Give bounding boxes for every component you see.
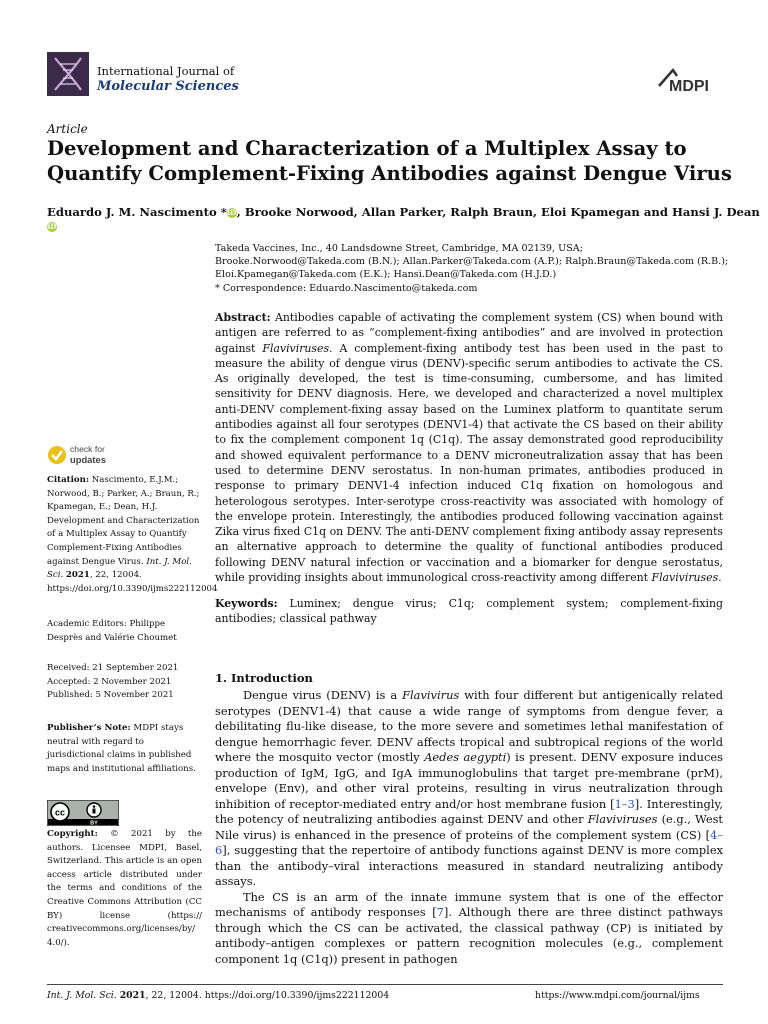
author-others: , Brooke Norwood, Allan Parker, Ralph Braun, Eloi Kpamegan and Hansi J. Dean bbox=[236, 205, 760, 219]
intro-italic: Flavivirus bbox=[402, 688, 460, 702]
check-updates-line1: check for bbox=[70, 444, 105, 454]
intro-text: ]. Although there are three distinct pathways through which the CS can be activated, the classical pathway (CP) is initiated by antibody–antigen complexes or pattern recognition molecules (e.g., complement component 1q (C1q)) present in pathogen bbox=[215, 905, 723, 966]
article-type: Article bbox=[47, 122, 88, 136]
journal-name bbox=[97, 64, 239, 94]
citation-text: Nascimento, E.J.M.; Norwood, B.; Parker, A.; Braun, R.; Kpamegan, E.; Dean, H.J. Development and Characterization of a Multiplex Assay to Quantify Complement-Fixing Antibodies against Dengue Virus. bbox=[47, 475, 200, 567]
abstract-text: . A complement-fixing antibody test has been used in the past to measure the ability of dengue virus (DENV)-specific serum antibodies to activate the CS. As originally developed, the test is time-consuming, cumbersome, and has limited sensitivity for DENV diagnosis. Here, we developed and characterized a novel multiplex anti-DENV complement-fixing assay based on the Luminex platform to quantitate serum antibodies against all four serotypes (DENV1-4) that activate the CS based on their ability to fix the complement component 1q (C1q). The assay demonstrated good reproducibility and showed equivalent performance to a DENV microneutralization assay that has been used to determine DENV serostatus. In non-human primates, antibodies produced in response to primary DENV1-4 infection induced C1q fixation on homologous and heterologous serotypes. Inter-serotype cross-reactivity was associated with homology of the envelope protein. Interestingly, the antibodies produced following vaccination against Zika virus fixed C1q on DENV. The anti-DENV complement fixing antibody assay represents an alternative approach to determine the quality of functional antibodies produced following DENV natural infection or vaccination and a biomarker for dengue serostatus, while providing insights about immunological cross-reactivity among different bbox=[215, 341, 724, 585]
intro-paragraph-2 bbox=[215, 890, 723, 968]
orcid-icon[interactable]: iD bbox=[227, 208, 237, 217]
citation-year: 2021 bbox=[65, 570, 90, 581]
introduction-body bbox=[215, 688, 723, 967]
keywords bbox=[215, 596, 723, 627]
publisher-note bbox=[47, 722, 202, 776]
section-heading-introduction: 1. Introduction bbox=[215, 671, 313, 685]
intro-text: Dengue virus (DENV) is a bbox=[243, 688, 403, 702]
mdpi-logo-icon[interactable] bbox=[655, 66, 723, 96]
abstract-label: Abstract: bbox=[215, 311, 271, 324]
abstract bbox=[215, 310, 723, 585]
copyright-text: © 2021 by the authors. Licensee MDPI, Basel, Switzerland. This article is an open access article distributed under the terms and conditions of the Creative Commons Attribution (CC BY) license (https:// creativecommons.org/licenses/by/ 4.0/). bbox=[47, 829, 202, 948]
keywords-text: Luminex; dengue virus; C1q; complement system; complement-fixing antibodies; classical pathway bbox=[215, 597, 723, 626]
intro-text: with four different but antigenically related serotypes (DENV1-4) that cause a wide range of symptoms from dengue fever, a debilitating flu-like disease, to the more severe and sometimes lethal manifestation of dengue hemorrhagic fever. DENV affects tropical and subtropical regions of the world where the mosquito vector (mostly bbox=[215, 688, 723, 764]
correspondence-text: * Correspondence: Eduardo.Nascimento@takeda.com bbox=[215, 282, 478, 294]
intro-italic: Aedes aegypti bbox=[424, 750, 507, 764]
dates-block bbox=[47, 662, 202, 703]
svg-text:cc: cc bbox=[54, 807, 66, 818]
footer-journal-url[interactable]: https://www.mdpi.com/journal/ijms bbox=[535, 990, 700, 1001]
journal-name-line2: Molecular Sciences bbox=[97, 79, 239, 94]
intro-paragraph-1 bbox=[215, 688, 723, 890]
footer-divider bbox=[47, 984, 723, 985]
check-updates-badge[interactable] bbox=[47, 444, 167, 466]
footer-year: 2021 bbox=[119, 990, 146, 1001]
orcid-icon[interactable]: iD bbox=[47, 222, 57, 231]
abstract-text: . bbox=[718, 571, 722, 585]
mdpi-logo-text: MDPI bbox=[669, 78, 709, 95]
citation-link[interactable]: 4–6 bbox=[215, 827, 723, 857]
author-corresponding: Eduardo J. M. Nascimento * bbox=[47, 205, 227, 219]
copyright-block bbox=[47, 828, 202, 950]
cc-by-label: BY bbox=[90, 820, 98, 826]
footer-citation bbox=[47, 990, 389, 1001]
intro-text: ) is present. DENV exposure induces production of IgM, IgG, and IgA immunoglobulins that target pre-membrane (prM), envelope (Env), and other viral proteins, resulting in virus neutralization through inhibition of receptor-mediated entry and/or host membrane fusion [ bbox=[215, 750, 723, 811]
abstract-text: Antibodies capable of activating the complement system (CS) when bound with antigen are referred to as “complement-fixing antibodies” and are involved in protection against bbox=[215, 311, 723, 355]
academic-editors: Academic Editors: Philippe Desprès and Valérie Choumet bbox=[47, 619, 177, 643]
received-date: Received: 21 September 2021 bbox=[47, 663, 179, 673]
article-title: Development and Characterization of a Multiplex Assay to Quantify Complement-Fixing Antibodies against Dengue Virus bbox=[47, 137, 732, 185]
intro-text: (e.g., West Nile virus) is enhanced in the presence of proteins of the complement system (CS) [ bbox=[215, 812, 723, 842]
citation-doi[interactable]: , 22, 12004. https://doi.org/10.3390/ijms222112004 bbox=[47, 570, 218, 594]
intro-text: ], suggesting that the repertoire of antibody functions against DENV is more complex than the antibody–viral interactions measured in standard neutralizing antibody assays. bbox=[215, 843, 723, 888]
affiliation-text: Takeda Vaccines, Inc., 40 Landsdowne Street, Cambridge, MA 02139, USA; Brooke.Norwood@Takeda.com (B.N.); Allan.Parker@Takeda.com (A.P.); Ralph.Braun@Takeda.com (R.B.); Eloi.Kpamegan@Takeda.com (E.K.); Hansi.Dean@Takeda.com (H.J.D.) bbox=[215, 243, 729, 281]
journal-logo-icon bbox=[47, 52, 89, 96]
publisher-note-text: MDPI stays neutral with regard to jurisdictional claims in published maps and institutional affiliations. bbox=[47, 723, 196, 774]
abstract-italic: Flaviviruses bbox=[651, 571, 719, 585]
affiliation-block bbox=[215, 242, 730, 295]
cc-by-license-icon[interactable] bbox=[47, 800, 119, 826]
footer-doi[interactable]: , 22, 12004. https://doi.org/10.3390/ijms222112004 bbox=[145, 990, 390, 1001]
check-updates-icon bbox=[47, 445, 67, 465]
accepted-date: Accepted: 2 November 2021 bbox=[47, 676, 172, 687]
intro-text: The CS is an arm of the innate immune system that is one of the effector mechanisms of antibody responses [ bbox=[215, 889, 723, 919]
intro-italic: Flaviviruses bbox=[587, 812, 658, 826]
citation-link[interactable]: 7 bbox=[436, 905, 444, 919]
journal-name-line1: International Journal of bbox=[97, 64, 235, 78]
published-date: Published: 5 November 2021 bbox=[47, 690, 174, 701]
citation-journal: Int. J. Mol. Sci. bbox=[47, 556, 192, 581]
copyright-label: Copyright: bbox=[47, 829, 98, 839]
abstract-italic: Flaviviruses bbox=[262, 341, 330, 355]
intro-text: ]. Interestingly, the potency of neutralizing antibodies against DENV and other bbox=[215, 796, 724, 826]
publisher-note-label: Publisher’s Note: bbox=[47, 723, 131, 733]
footer-journal: Int. J. Mol. Sci. bbox=[47, 990, 117, 1001]
citation-label: Citation: bbox=[47, 475, 90, 485]
check-updates-line2: updates bbox=[70, 453, 106, 465]
keywords-label: Keywords: bbox=[215, 597, 278, 610]
citation-link[interactable]: 1–3 bbox=[614, 796, 635, 811]
author-list bbox=[47, 205, 768, 233]
citation-block bbox=[47, 474, 218, 596]
